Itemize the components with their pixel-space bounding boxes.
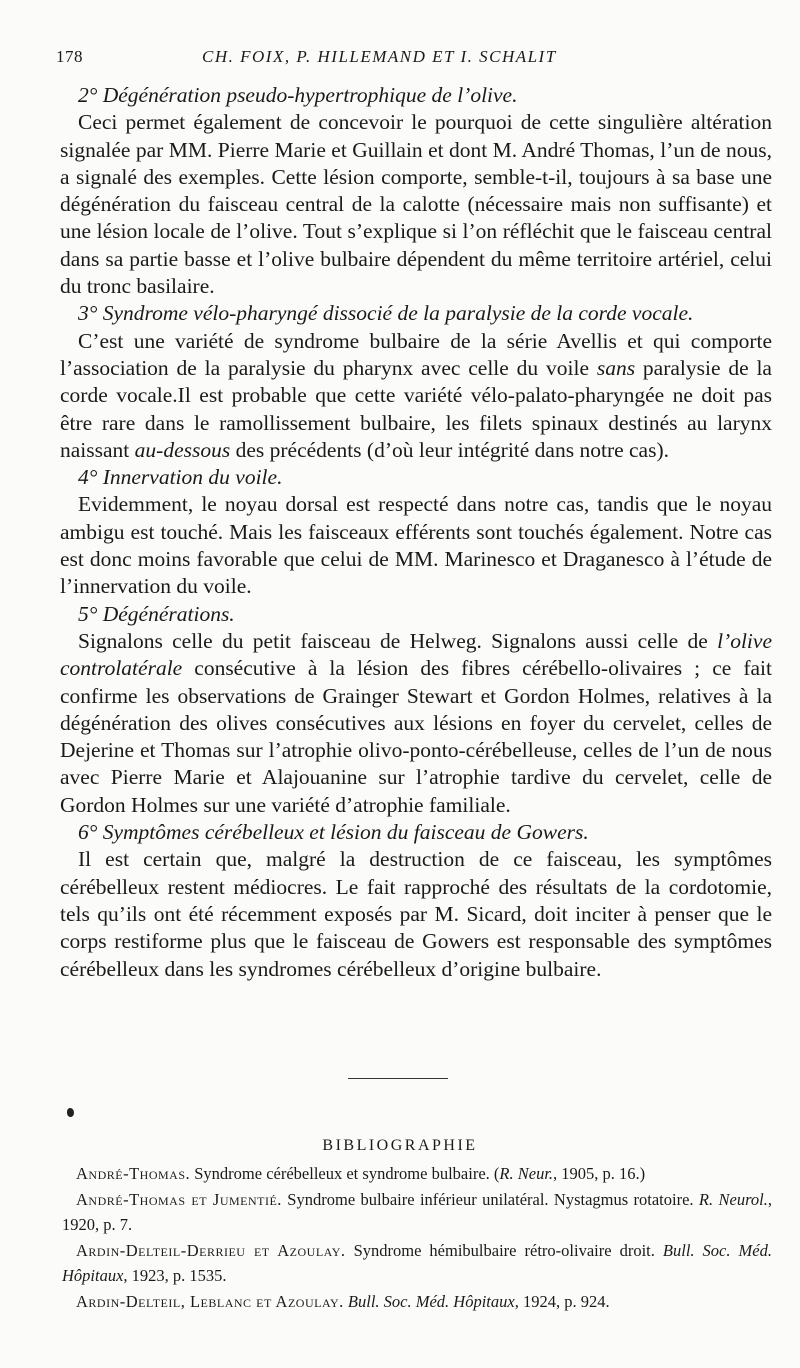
section-divider [348, 1078, 448, 1079]
section-heading: 6° Symptômes cérébelleux et lésion du faisceau de Gowers. [78, 820, 589, 845]
bibliography-entry: Ardin-Delteil, Leblanc et Azoulay. Bull. Soc. Méd. Hôpitaux, 1924, p. 924. [76, 1291, 610, 1311]
bibliography-title: BIBLIOGRAPHIE [322, 1137, 478, 1154]
bibliography-list [62, 1161, 772, 1314]
section-heading: 3° Syndrome vélo-pharyngé dissocié de la paralysie de la corde vocale. [78, 301, 694, 326]
bibliography-entry: Ardin-Delteil-Derrieu et Azoulay. Syndrome hémibulbaire rétro-olivaire droit. Bull. Soc. Méd. Hôpitaux, 1923, p. 1535. [62, 1240, 772, 1285]
section-heading: 4° Innervation du voile. [78, 465, 283, 490]
bibliography-entry: André-Thomas. Syndrome cérébelleux et syndrome bulbaire. (R. Neur., 1905, p. 16.) [76, 1164, 646, 1183]
section-heading: 2° Dégénération pseudo-hypertrophique de l’olive. [78, 83, 518, 107]
section-paragraph: Ceci permet également de concevoir le pourquoi de cette singulière altération signalée par MM. Pierre Marie et Guillain et dont M. André Thomas, l’un de nous, a signalé des exemples. Cette lésion comporte, semble-t-il, toujours à sa base une dégénération du faisceau central de la calotte (nécessaire mais non suffisante) et une lésion locale de l’olive. Tout s’explique si l’on réfléchit que le faisceau central dans sa partie basse et l’olive bulbaire dépendent du même territoire artériel, celui du tronc basilaire. [60, 110, 772, 299]
body-text [60, 82, 772, 983]
section-paragraph: C’est une variété de syndrome bulbaire de la série Avellis et qui comporte l’association de la paralysie du pharynx avec celle du voile sans paralysie de la corde vocale.Il est probable que cette variété vélo-palato-pharyngée ne doit pas être rare dans le ramollissement bulbaire, les filets spinaux destinés au larynx naissant au-dessous des précédents (d’où leur intégrité dans notre cas). [60, 328, 772, 462]
running-title: CH. FOIX, P. HILLEMAND ET I. SCHALIT [202, 47, 557, 66]
section-heading: 5° Dégénérations. [78, 601, 235, 626]
section-paragraph: Signalons celle du petit faisceau de Helweg. Signalons aussi celle de l’olive controlatérale consécutive à la lésion des fibres cérébello-olivaires ; ce fait confirme les observations de Grainger Stewart et Gordon Holmes, relatives à la dégénération des olives consécutives aux lésions en foyer du cervelet, celles de Dejerine et Thomas sur l’atrophie olivo-ponto-cérébelleuse, celles de l’un de nous avec Pierre Marie et Alajouanine sur l’atrophie tardive du cervelet, celle de Gordon Holmes sur une variété d’atrophie familiale. [60, 628, 772, 817]
ink-spot [67, 1108, 74, 1117]
page-header [56, 47, 764, 73]
section-paragraph: Il est certain que, malgré la destruction de ce faisceau, les symptômes cérébelleux restent médiocres. Le fait rapproché des résultats de la cordotomie, tels qu’ils ont été récemment exposés par M. Sicard, doit inciter à penser que le corps restiforme plus que le faisceau de Gowers est responsable des symptômes cérébelleux dans les syndromes cérébelleux d’origine bulbaire. [60, 847, 772, 981]
bibliography-entry: André-Thomas et Jumentié. Syndrome bulbaire inférieur unilatéral. Nystagmus rotatoire. R. Neurol., 1920, p. 7. [62, 1189, 772, 1234]
page-number: 178 [56, 47, 83, 66]
section-paragraph: Evidemment, le noyau dorsal est respecté dans notre cas, tandis que le noyau ambigu est touché. Mais les faisceaux efférents sont touchés également. Notre cas est donc moins favorable que celui de MM. Marinesco et Draganesco à l’étude de l’innervation du voile. [60, 492, 772, 599]
